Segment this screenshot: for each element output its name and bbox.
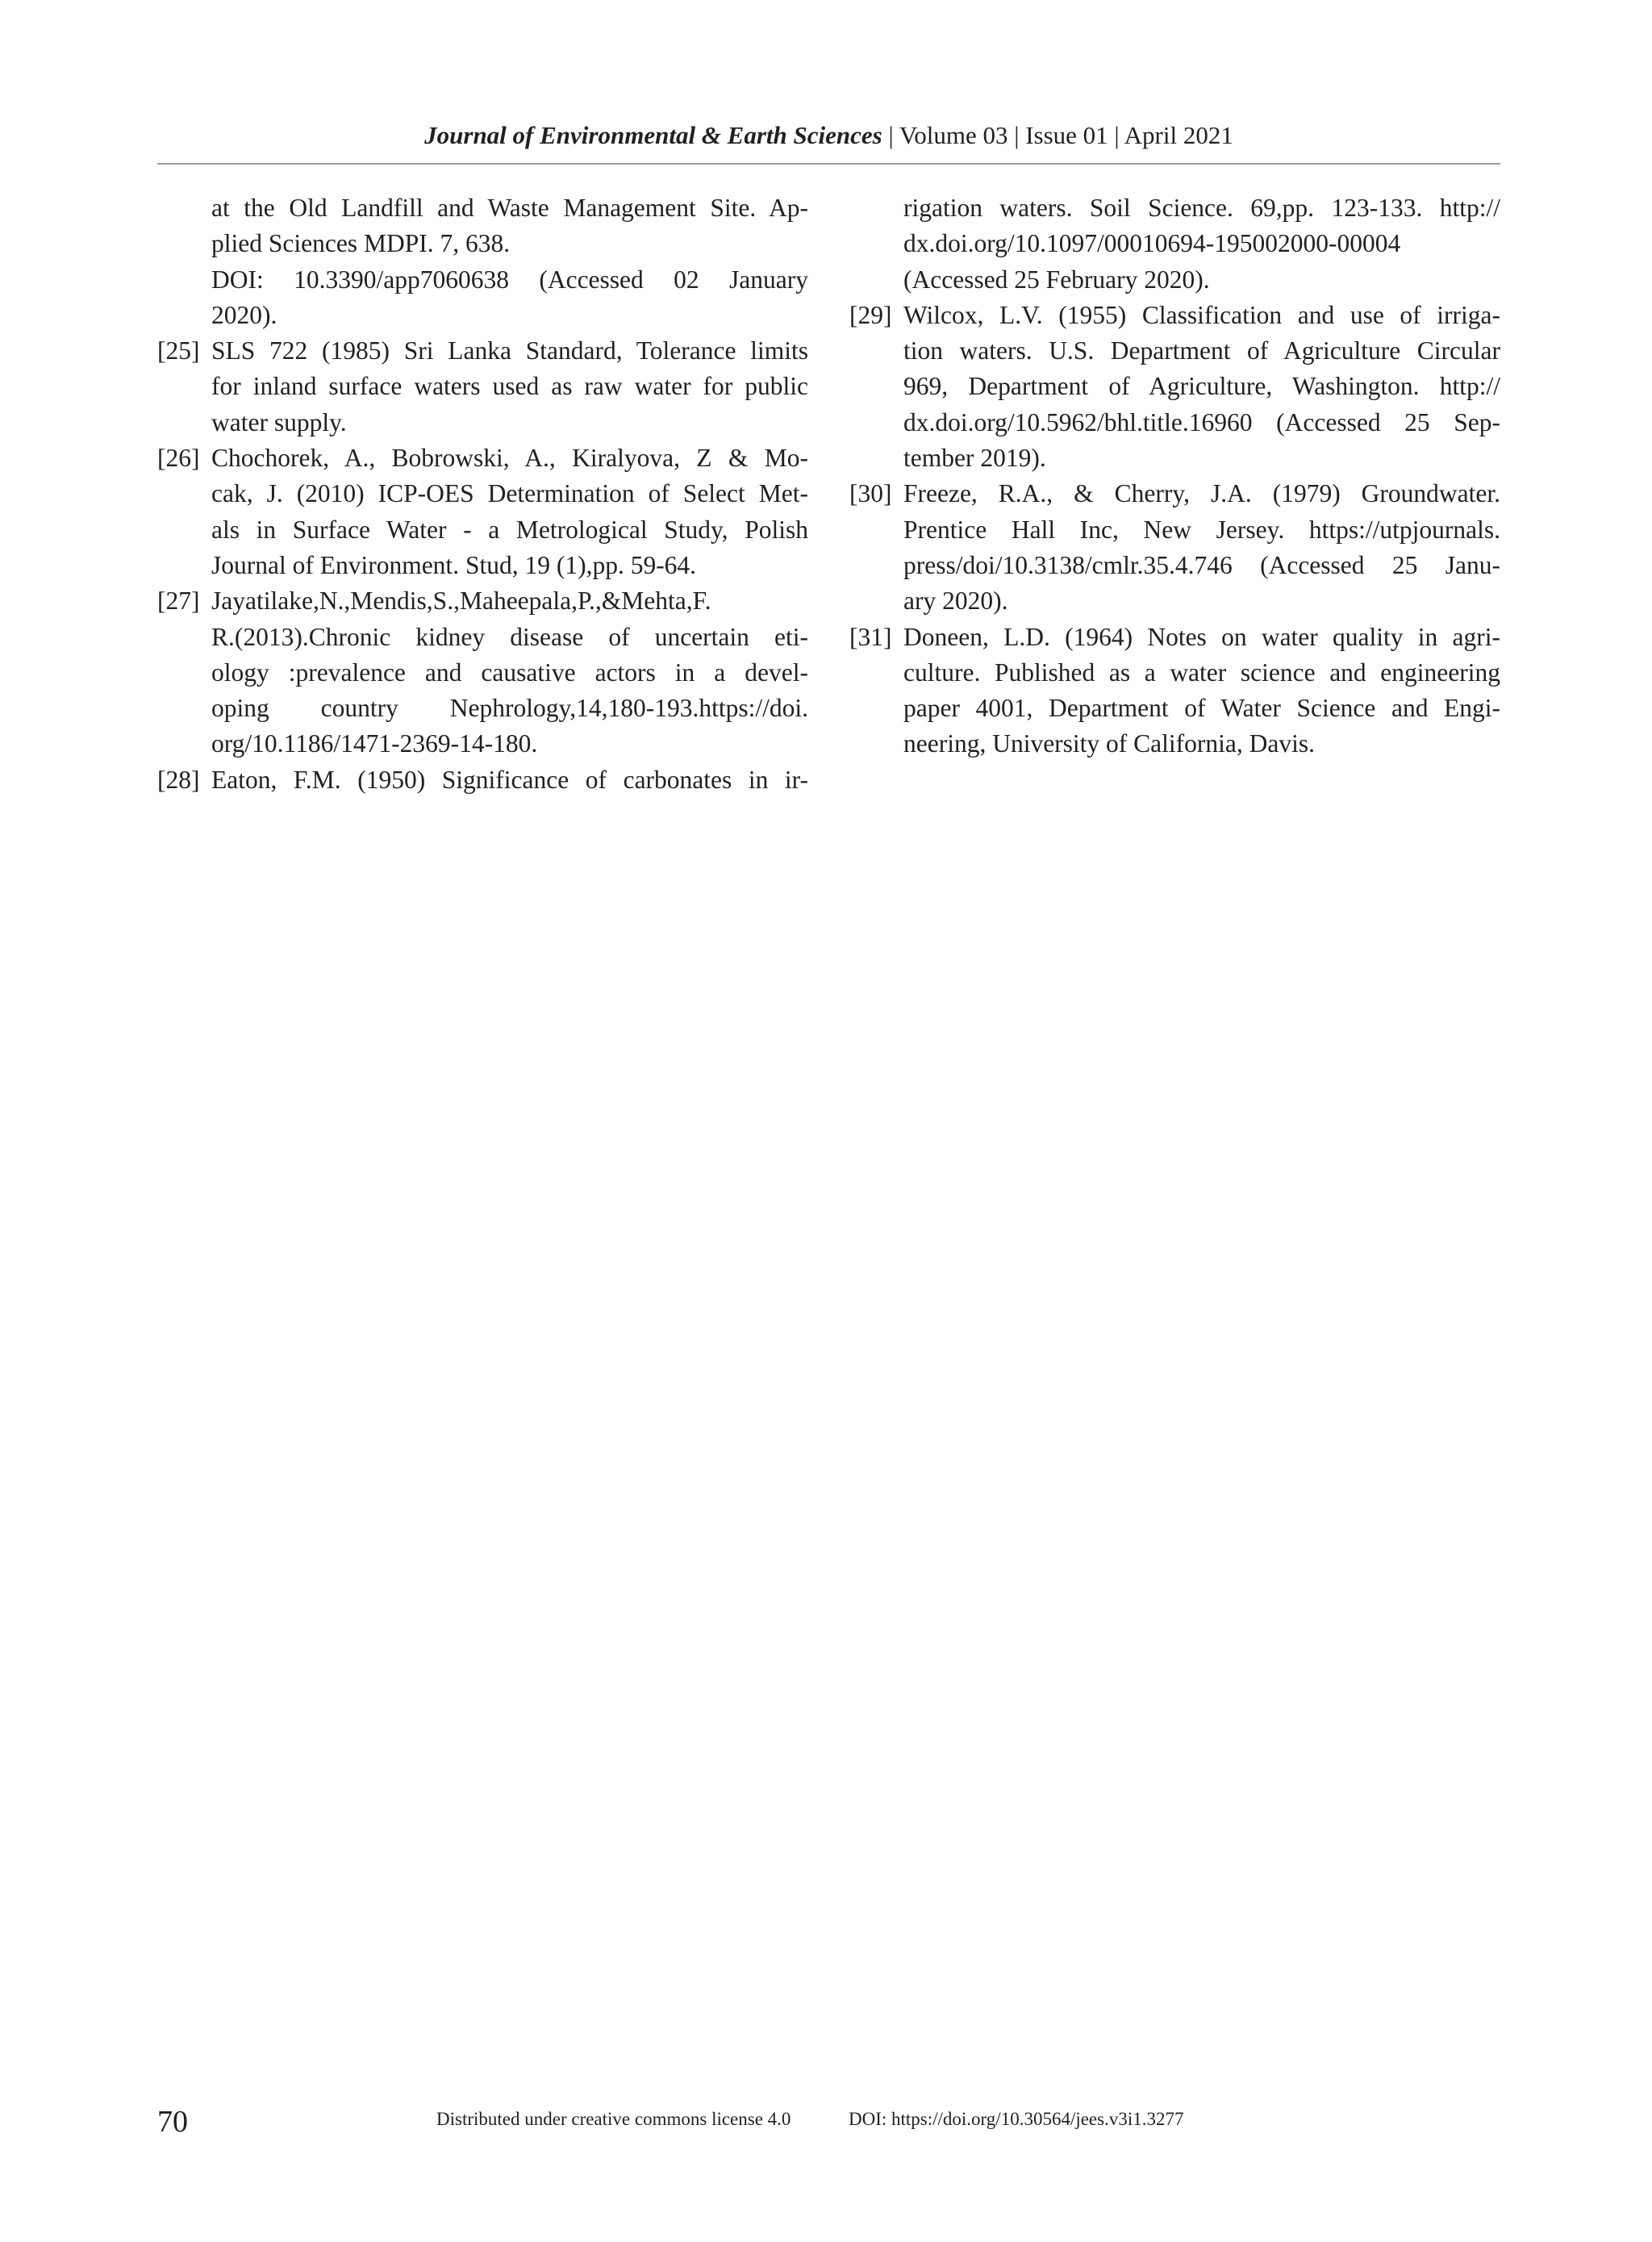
reference-line: Jayatilake,N.,Mendis,S.,Maheepala,P.,&Mehta,F. [211,587,711,616]
reference-line: 969, Department of Agriculture, Washington. http:// [903,372,1500,401]
reference-entry [157,762,808,798]
reference-line: SLS 722 (1985) Sri Lanka Standard, Tolerance limits [211,336,808,365]
reference-number: [26] [157,444,200,473]
reference-line: ary 2020). [903,587,1008,616]
reference-entry [157,440,808,583]
reference-text [903,620,1500,762]
reference-line: Eaton, F.M. (1950) Significance of carbonates in ir- [211,765,808,794]
reference-line: for inland surface waters used as raw water for public [211,372,808,401]
reference-line: tember 2019). [903,444,1046,473]
reference-line: (Accessed 25 February 2020). [903,265,1210,294]
reference-line: Wilcox, L.V. (1955) Classification and use of irriga- [903,300,1500,329]
reference-line: cak, J. (2010) ICP-OES Determination of Select Met- [211,479,808,508]
reference-number: [29] [849,300,892,329]
reference-line: tion waters. U.S. Department of Agriculture Circular [903,336,1500,365]
reference-line: als in Surface Water - a Metrological Study, Polish [211,515,808,544]
running-header [157,119,1500,152]
reference-number: [28] [157,765,200,794]
reference-line: press/doi/10.3138/cmlr.35.4.746 (Accessed 25 Janu- [903,550,1500,579]
reference-line: 2020). [211,300,277,329]
header-divider [157,163,1500,165]
reference-continuation [849,190,1500,298]
reference-line: org/10.1186/1471-2369-14-180. [211,729,538,758]
reference-text [211,762,808,798]
page-number: 70 [157,2105,188,2139]
reference-line: paper 4001, Department of Water Science and Engi- [903,694,1500,723]
reference-line: Freeze, R.A., & Cherry, J.A. (1979) Groundwater. [903,479,1500,508]
license-notice: Distributed under creative commons license 4.0 [436,2109,791,2129]
reference-line: DOI: 10.3390/app7060638 (Accessed 02 January [211,265,808,294]
reference-line: oping country Nephrology,14,180-193.https://doi. [211,694,808,723]
reference-text [903,476,1500,619]
reference-line: Journal of Environment. Stud, 19 (1),pp. 59-64. [211,550,697,579]
reference-text [903,298,1500,476]
reference-entry [157,333,808,440]
reference-text [211,440,808,583]
reference-line: at the Old Landfill and Waste Management Site. Ap- [211,194,808,222]
reference-number: [27] [157,587,200,616]
doi-link[interactable]: DOI: https://doi.org/10.30564/jees.v3i1.3277 [849,2109,1184,2129]
reference-entry [849,298,1500,476]
reference-line: culture. Published as a water science and engineering [903,658,1500,687]
reference-line: Prentice Hall Inc, New Jersey. https://utpjournals. [903,515,1500,544]
reference-line: dx.doi.org/10.5962/bhl.title.16960 (Accessed 25 Sep- [903,407,1500,436]
reference-entry [157,583,808,762]
reference-line: water supply. [211,407,347,436]
reference-line: ology :prevalence and causative actors in a devel- [211,658,808,687]
journal-title: Journal of Environmental & Earth Sciences [424,121,882,149]
right-column [849,190,1500,762]
issue-details: | Volume 03 | Issue 01 | April 2021 [882,121,1233,149]
reference-line: plied Sciences MDPI. 7, 638. [211,229,511,258]
reference-line: Chochorek, A., Bobrowski, A., Kiralyova, Z & Mo- [211,444,808,473]
reference-line: neering, University of California, Davis. [903,729,1315,758]
reference-line: rigation waters. Soil Science. 69,pp. 123-133. http:// [903,194,1500,222]
reference-number: [30] [849,479,892,508]
reference-line: dx.doi.org/10.1097/00010694-195002000-00004 [903,229,1401,258]
reference-entry [849,476,1500,619]
reference-entry [849,620,1500,762]
reference-number: [31] [849,622,892,651]
reference-number: [25] [157,336,200,365]
reference-line: Doneen, L.D. (1964) Notes on water quality in agri- [903,622,1500,651]
reference-text [211,583,808,762]
left-column [157,190,808,798]
reference-line: R.(2013).Chronic kidney disease of uncertain eti- [211,622,808,651]
reference-continuation [157,190,808,333]
reference-text [211,333,808,440]
